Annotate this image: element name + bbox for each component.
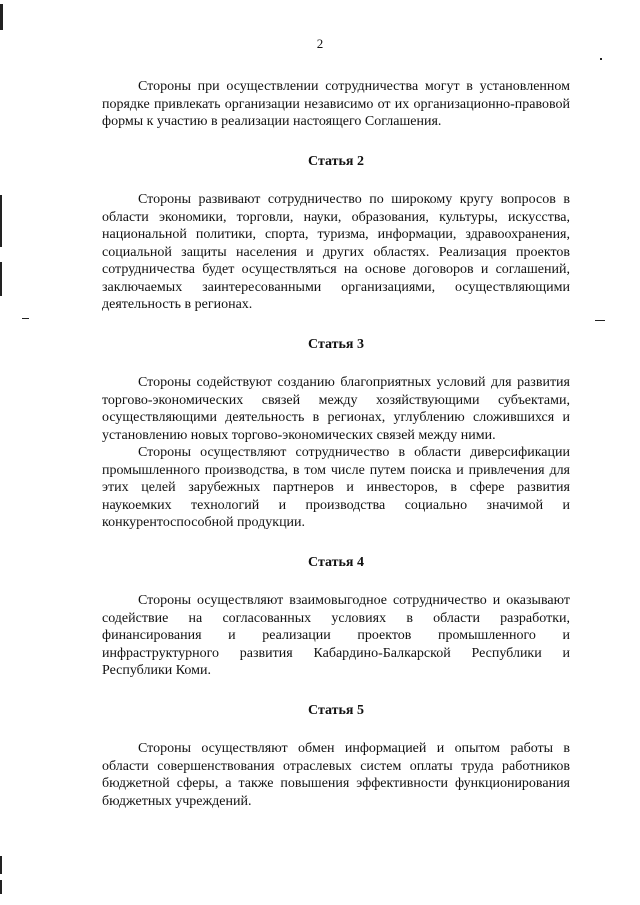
document-body bbox=[102, 78, 570, 810]
article-heading: Статья 2 bbox=[308, 153, 364, 169]
article-heading: Статья 3 bbox=[308, 336, 364, 352]
scan-artifact bbox=[0, 880, 2, 894]
scan-artifact bbox=[600, 58, 602, 60]
scan-artifact bbox=[595, 320, 605, 321]
paragraph-article-2 bbox=[102, 191, 570, 314]
paragraph-text: Стороны развивают сотрудничество по широкому кругу вопросов в области экономики, торговли, науки, образования, культуры, искусства, национальной политики, спорта, туризма, информации, здравоохранения, социальной защиты населения и других областях. Реализация проектов сотрудничества будет осуществляться на основе договоров и соглашений, заключаемых заинтересованными организациями, осуществляющими деятельность в регионах. bbox=[102, 192, 570, 312]
article-heading: Статья 5 bbox=[308, 702, 364, 718]
article-heading: Статья 4 bbox=[308, 554, 364, 570]
scan-artifact bbox=[0, 4, 3, 30]
scan-artifact bbox=[0, 195, 2, 247]
scan-artifact bbox=[0, 856, 2, 874]
paragraph-article-4 bbox=[102, 592, 570, 680]
scan-artifact bbox=[22, 318, 29, 319]
scan-artifact bbox=[0, 262, 2, 296]
paragraph-intro bbox=[102, 78, 570, 131]
paragraph-text: Стороны осуществляют взаимовыгодное сотрудничество и оказывают содействие на согласованных условиях в области разработки, финансирования и реализации проектов промышленного и инфраструктурного развития Кабардино-Балкарской Республики и Республики Коми. bbox=[102, 593, 570, 678]
paragraph-article-3-part-2 bbox=[102, 444, 570, 532]
paragraph-article-3-part-1 bbox=[102, 374, 570, 444]
paragraph-text: Стороны осуществляют обмен информацией и опытом работы в области совершенствования отраслевых систем оплаты труда работников бюджетной сферы, а также повышения эффективности функционирования бюджетных учреждений. bbox=[102, 741, 570, 809]
paragraph-text: Стороны при осуществлении сотрудничества могут в установленном порядке привлекать организации независимо от их организационно-правовой формы к участию в реализации настоящего Соглашения. bbox=[102, 79, 570, 129]
paragraph-text: Стороны содействуют созданию благоприятных условий для развития торгово-экономических связей между хозяйствующими субъектами, осуществляющими деятельность в регионах, углублению сложившихся и установлению новых торгово-экономических связей между ними. bbox=[102, 375, 570, 443]
page-number: 2 bbox=[316, 36, 324, 51]
paragraph-text: Стороны осуществляют сотрудничество в области диверсификации промышленного производства, в том числе путем поиска и привлечения для этих целей зарубежных партнеров и инвесторов, в сфере развития наукоемких технологий и производства социально значимой и конкурентоспособной продукции. bbox=[102, 445, 570, 530]
paragraph-article-5 bbox=[102, 740, 570, 810]
